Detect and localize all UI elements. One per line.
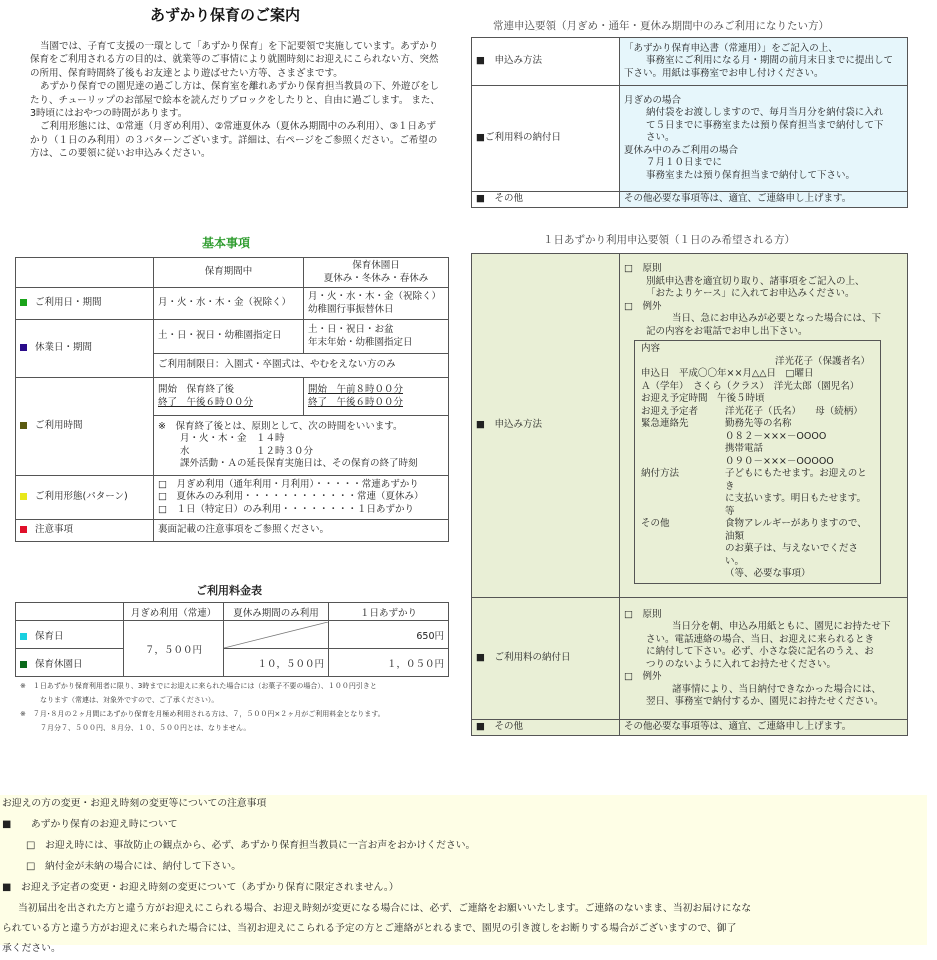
cell-line: 開始 保育終了後 [158,384,235,395]
column-header: 夏休み期間のみ利用 [224,603,329,621]
pickup-notice [0,795,927,954]
cell-line: 終了 午後６時００分 [308,396,404,408]
notice-bullet: □ 納付金が未納の場合には、納付して下さい。 [26,861,241,872]
cell-line: □ 夏休みのみ利用・・・・・・・・・・・・常連（夏休み） [158,491,424,503]
basic-section-title: 基本事項 [202,236,251,250]
fee-monthly: ７，５００円 [124,621,224,677]
cell: ご利用制限日：入園式・卒園式は、やむをえない方のみ [154,354,449,378]
green-square-icon [20,299,27,306]
row-label-text: ご利用日・期間 [35,297,102,309]
cell-line: 事務室にご利用になる月・期間の前月末日までに提出して [646,55,894,67]
cell-line: 当日、急にお申込みが必要となった場合には、下 [672,313,882,325]
box-line: お迎え予定時間 午後５時頃 [641,393,765,405]
column-header-line: 夏休み・冬休み・春休み [323,272,429,284]
row-label [16,649,124,677]
cell [154,416,449,476]
box-key: その他 [641,518,670,530]
fee-notes [20,679,450,735]
cell-line: て５日までに事務室または預り保育担当まで納付して下 [646,119,884,131]
cell: その他必要な事項等は、適宜、ご連絡申し上げます。 [620,720,908,736]
yellow-square-icon [20,493,27,500]
fee-day-holiday: １，０５０円 [329,649,449,677]
regular-table [471,37,908,208]
cell-line: 翌日、事務室で納付するか、園児にお持たせください。 [646,696,884,707]
box-value-line: 携帯電話 [725,443,764,455]
row-label-text: 保育休園日 [35,658,83,670]
cell: その他必要な事項等は、適宜、ご連絡申し上げます。 [620,192,908,208]
purple-square-icon [20,344,27,351]
cell-line: □ 原則 [624,608,662,620]
box-value-line: 食物アレルギーがありますので、油類 [725,518,867,542]
cell [304,320,449,354]
fee-note-line: ７月分７、５００円、８月分、１０、５００円とは、なりません。 [40,724,251,732]
intro-paragraph: 当園では、子育て支援の一環として「あずかり保育」を下記要領で実施しています。あずかり保育をご利用される方の目的は、就業等のご事情により就園時刻にお迎えにこられない方、突然の所用、保育時間終了後もお友達とより遊ばせたい方等、さまざまです。 [30,41,439,79]
box-key: 緊急連絡先 [641,418,689,430]
row-label [16,288,154,320]
cell-line: 月・火・木・金 １４時 [180,433,285,444]
box-line: Ａ（学年） さくら（クラス） 洋光太郎（園児名） [641,380,860,392]
cell-line: さい。電話連絡の場合、当日、お迎えに来られるとき [646,633,875,645]
box-value-line: のお菓子は、与えないでください。 [725,543,859,567]
box-row [641,418,874,468]
row-label: ■ その他 [472,720,620,736]
intro-paragraph: あずかり保育での園児達の過ごし方は、保育室を離れあずかり保育担当教員の下、外遊びをしたり、チューリップのお部屋で絵本を読んだりブロックをしたりと、自由に過ごします。 また、3時頃にはおやつの時間があります。 [30,81,440,120]
cell-line: □ １日（特定日）のみ利用・・・・・・・・１日あずかり [158,503,414,515]
cell-line: 幼稚園行事振替休日 [308,303,394,315]
box-row [641,406,874,419]
row-label: ■ 申込み方法 [472,254,620,598]
row-label-text: 注意事項 [35,524,74,536]
dark-green-square-icon [20,661,27,668]
box-value-line: ０８２－×××－OOOO [725,430,827,442]
cell-line: 終了 午後６時００分 [158,396,254,408]
notice-text-line: られている方と違う方がお迎えに来られた場合には、当初お迎えにこられる予定の方とご連絡がとれるまで、園児の引き渡しをお断りする場合がございますので、御了 [2,923,737,934]
box-value: 洋光花子（氏名） 母（続柄） [725,405,863,417]
row-label [16,621,124,649]
cell-line: 年末年始・幼稚園指定日 [308,336,413,348]
row-label: ■ 申込み方法 [472,38,620,86]
box-value-line: に支払います。明日もたせます。等 [725,493,866,517]
notice-title: お迎えの方の変更・お迎え時刻の変更等についての注意事項 [2,798,267,809]
diagonal-line [224,622,328,648]
notice-bullet: □ お迎え時には、事故防止の観点から、必ず、あずかり保育担当教員に一言お声をおかけください。 [26,840,476,851]
header-empty [16,258,154,288]
cell [620,598,908,720]
row-label [16,520,154,542]
cell: 月・火・水・木・金（祝除く） [154,288,304,320]
basic-table [15,257,449,542]
empty-diagonal-cell [224,621,329,649]
row-label [16,320,154,378]
box-row [641,468,874,518]
cell [620,38,908,86]
cell-line: 水 １２時３０分 [180,445,314,457]
cell-line: □ 例外 [624,300,662,312]
cell-line: 月・火・水・木・金（祝除く） [308,291,442,302]
cell-line: 下さい。用紙は事務室でお申し付けください。 [624,67,824,79]
column-header [304,258,449,288]
row-label: ■ご利用料の納付日 [472,86,620,192]
column-header: 保育期間中 [154,258,304,288]
cell-line: 諸事情により、当日納付できなかった場合には、 [672,683,882,695]
intro-text [30,40,445,161]
oneday-section-title: １日あずかり利用申込要領（１日のみ希望される方） [543,234,795,246]
fee-note-line: なります（常連は、対象外ですので、ご了承ください）。 [40,696,219,704]
cell-line: ※ 保育終了後とは、原則として、次の時間をいいます。 [158,420,403,432]
cell-line: □ 月ぎめ利用（通年利用・月利用）・・・・・常連あずかり [158,478,419,490]
box-value [725,518,874,581]
row-label-text: ご利用時間 [35,420,83,432]
row-label [16,476,154,520]
fee-day-normal: 650円 [329,621,449,649]
box-row [641,518,874,581]
row-label [16,378,154,476]
cell-line: 開始 午前８時００分 [308,384,404,395]
fee-note-line: ※ ７月･８月の２ヶ月間にあずかり保育を月極め利用される方は、７，５００円×２ヶ月がご利用料金となります。 [20,710,385,718]
box-title: 内容 [641,343,661,355]
box-value-line: 勤務先等の名称 [725,418,792,430]
cell-line: 別紙申込書を適宜切り取り、諸事項をご記入の上、 [646,275,865,287]
red-square-icon [20,526,27,533]
cell-line: □ 例外 [624,671,662,682]
column-header: １日あずかり [329,603,449,621]
olive-square-icon [20,422,27,429]
cell-line: 記の内容をお電話でお申し出下さい。 [646,325,808,337]
row-label: ■ ご利用料の納付日 [472,598,620,720]
box-value-line: ０９０－×××－OOOOO [725,455,834,467]
cell [620,86,908,192]
box-value-line: （等、必要な事項） [725,568,811,580]
box-key: お迎え予定者 [641,405,699,417]
cell-line: 月ぎめの場合 [624,94,682,106]
cell-line: 事務室または預り保育担当まで納付して下さい。 [646,169,856,181]
box-value [725,468,874,518]
cell-line: 納付袋をお渡ししますので、毎月当月分を納付袋に入れ [646,107,884,119]
cell-line: 「おたよりケース」に入れてお申込みください。 [646,288,855,300]
box-value [725,418,834,468]
cell [620,254,908,598]
fee-table [15,602,449,677]
fee-table-title: ご利用料金表 [196,584,262,597]
page-title: あずかり保育のご案内 [150,6,301,24]
cell-line: 夏休み中のみご利用の場合 [624,144,739,156]
phone-content-box [634,340,881,584]
cell [304,378,449,416]
notice-text-line: 当初届出を出された方と違う方がお迎えにこられる場合、お迎え時刻が変更になる場合には、必ず、ご連絡をお願いいたします。ご連絡のないまま、当初お届けになな [18,903,752,914]
header-empty [16,603,124,621]
notice-heading: ■ お迎え予定者の変更・お迎え時刻の変更について（あずかり保育に限定されません。） [2,882,399,893]
row-label-text: 休業日・期間 [35,342,93,354]
box-line: 申込日 平成〇〇年××月△△日 □曜日 [641,368,814,380]
cell-line: 土・日・祝日・お盆 [308,324,394,335]
regular-section-title: 常連申込要領（月ぎめ・通年・夏休み期間中のみご利用になりたい方） [493,20,829,32]
row-label-text: 保育日 [35,630,64,642]
row-label: ■ その他 [472,192,620,208]
cell-line: 「あずかり保育申込書（常連用）」をご記入の上、 [624,42,838,54]
cell [154,378,304,416]
row-label-text: ご利用形態(パターン) [35,491,128,503]
box-key: 納付方法 [641,468,680,480]
oneday-table [471,253,908,736]
notice-heading: ■ あずかり保育のお迎え時について [2,819,178,830]
cell-line: さい。 [646,132,675,144]
cell: 裏面記載の注意事項をご参照ください。 [154,520,449,542]
cell-line: □ 原則 [624,263,662,275]
fee-summer: １０，５００円 [224,649,329,677]
box-line: 洋光花子（保護者名） [774,355,870,367]
cell-line: ７月１０日までに [646,157,723,169]
column-header-line: 保育休園日 [352,260,400,271]
intro-paragraph: ご利用形態には、①常連（月ぎめ利用）、②常連夏休み（夏休み期間中のみ利用）、③１日あずかり（１日のみ利用）の３パターンございます。詳細は、右ページをご参照ください。ご希望の方は、この要領に従いお申込みください。 [30,121,438,160]
column-header: 月ぎめ利用（常連） [124,603,224,621]
cell [304,288,449,320]
cell-line: 課外活動・Ａの延長保育実施日は、その保育の終了時刻 [180,458,418,469]
cell: 土・日・祝日・幼稚園指定日 [154,320,304,354]
cyan-square-icon [20,633,27,640]
cell-line: に納付して下さい。必ず、小さな袋に記名のうえ、お [646,646,874,657]
fee-note-line: ※ １日あずかり保育利用者に限り、3時までにお迎えに来られた場合には（お菓子不要の場合）、１００円引きと [20,682,377,690]
notice-text-line: 承ください。 [2,943,61,954]
cell-line: 当日分を朝、申込み用紙ともに、園児にお持たせ下 [672,621,891,632]
cell [154,476,449,520]
cell-line: つりのないように入れてお持たせください。 [646,658,837,670]
box-value-line: 子どもにもたせます。お迎えのとき [725,468,867,492]
